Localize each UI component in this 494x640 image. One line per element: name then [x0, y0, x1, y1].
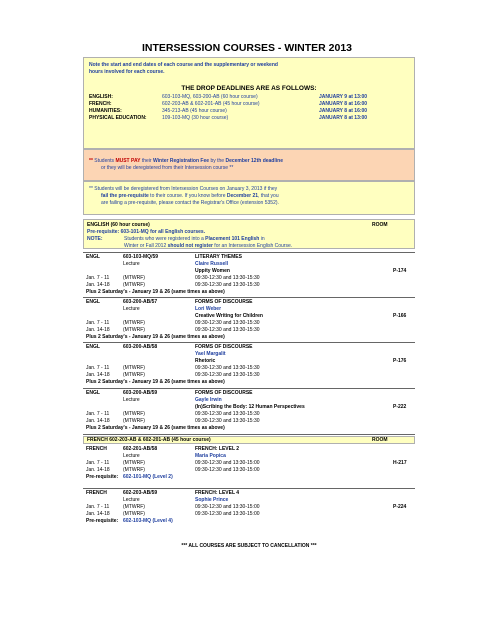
fee-note-line1: ** Students MUST PAY their Winter Registration Fee by the December 12th deadline	[89, 158, 283, 164]
prereq-note-line2: fail the pre-requisite to their course. If you know before December 21, that you	[101, 193, 279, 199]
divider	[83, 488, 415, 489]
days: (MTWRF)	[123, 282, 145, 288]
course-code: ENGL	[86, 344, 100, 350]
intro-note-line1: Note the start and end dates of each course and the supplementary or weekend	[89, 62, 278, 68]
date-range: Jan. 7 - 11	[86, 460, 110, 466]
days: (MTWRF)	[123, 467, 145, 473]
time-range: 09:30-12:30 and 13:30-15:30	[195, 282, 260, 288]
time-range: 09:30-12:30 and 13:30-15:00	[195, 460, 260, 466]
deadline-row-humanities	[84, 108, 414, 115]
prereq-label: Pre-requisite:	[86, 474, 119, 480]
days: (MTWRF)	[123, 327, 145, 333]
deadline-subject: FRENCH:	[89, 101, 112, 107]
time-range: 09:30-12:30 and 13:30-15:00	[195, 467, 260, 473]
time-range: 09:30-12:30 and 13:30-15:30	[195, 275, 260, 281]
english-note-line1: Students who were registered into a Placement 101 English in	[124, 236, 265, 242]
days: (MTWRF)	[123, 511, 145, 517]
time-range: 09:30-12:30 and 13:30-15:30	[195, 365, 260, 371]
course-name: FORMS OF DISCOURSE	[195, 344, 253, 350]
course-number: 603-200-AB/58	[123, 344, 158, 350]
deadline-date: JANUARY 8 at 16:00	[319, 108, 368, 114]
date-range: Jan. 7 - 11	[86, 411, 110, 417]
course-code: ENGL	[86, 254, 100, 260]
saturday-note: Plus 2 Saturday's - January 19 & 26 (same times as above)	[86, 425, 225, 431]
fee-note-line2: or they will be deregistered from their Intersession course **	[101, 165, 234, 171]
course-number: 603-200-AB/59	[123, 390, 158, 396]
cancellation-footer: *** ALL COURSES ARE SUBJECT TO CANCELLATION ***	[181, 543, 317, 549]
divider	[83, 252, 415, 253]
prereq-note-line3: are failing a pre-requisite, please contact the Registrar's Office (extension 5352).	[101, 200, 279, 206]
time-range: 09:30-12:30 and 13:30-15:00	[195, 504, 260, 510]
date-range: Jan. 14-18	[86, 511, 110, 517]
teacher-name: Sophie Prince	[195, 497, 229, 503]
room-number: P-224	[393, 504, 407, 510]
room-label: ROOM	[372, 222, 388, 228]
prereq-note-line1: ** Students will be deregistered from Intersession Courses on January 3, 2013 if they	[89, 186, 278, 192]
deadline-date: JANUARY 8 at 16:00	[319, 101, 368, 107]
divider	[83, 388, 415, 389]
days: (MTWRF)	[123, 504, 145, 510]
lecture-label: Lecture	[123, 306, 140, 312]
prereq-value: 602-101-MQ (Level 2)	[123, 474, 173, 480]
room-number: H-217	[393, 460, 407, 466]
teacher-name: Claire Russell	[195, 261, 229, 267]
deadlines-heading: THE DROP DEADLINES ARE AS FOLLOWS:	[181, 85, 317, 92]
date-range: Jan. 14-18	[86, 418, 110, 424]
course-name: FORMS OF DISCOURSE	[195, 299, 253, 305]
date-range: Jan. 14-18	[86, 467, 110, 473]
time-range: 09:30-12:30 and 13:30-15:30	[195, 418, 260, 424]
deadline-subject: PHYSICAL EDUCATION:	[89, 115, 147, 121]
date-range: Jan. 14-18	[86, 327, 110, 333]
french-header: FRENCH 602-203-AB & 602-201-AB (45 hour course)	[87, 437, 211, 443]
english-prereq: Pre-requisite: 603-101-MQ for all English courses.	[87, 229, 206, 235]
lecture-label: Lecture	[123, 397, 140, 403]
teacher-name: Maria Popica	[195, 453, 226, 459]
deadline-date: JANUARY 9 at 13:00	[319, 94, 368, 100]
french-course-block	[83, 446, 415, 488]
page-title: INTERSESSION COURSES - WINTER 2013	[141, 42, 353, 54]
deadline-row-french	[84, 101, 414, 108]
course-number: 602-203-AB/59	[123, 490, 158, 496]
saturday-note: Plus 2 Saturday's - January 19 & 26 (same times as above)	[86, 334, 225, 340]
deadline-courses: 602-203-AB & 602-201-AB (45 hour course)	[162, 101, 260, 107]
deadline-courses: 603-103-MQ, 603-200-AB (60 hour course)	[162, 94, 258, 100]
divider	[83, 297, 415, 298]
teacher-name: Lori Weber	[195, 306, 222, 312]
days: (MTWRF)	[123, 418, 145, 424]
course-number: 603-103-MQ/59	[123, 254, 159, 260]
days: (MTWRF)	[123, 411, 145, 417]
english-course-block	[83, 299, 415, 343]
english-header-panel	[83, 219, 415, 249]
deadline-courses: 345-213-AB (45 hour course)	[162, 108, 227, 114]
deadlines-panel	[83, 57, 415, 149]
prereq-note-panel	[83, 181, 415, 215]
saturday-note: Plus 2 Saturday's - January 19 & 26 (same times as above)	[86, 379, 225, 385]
time-range: 09:30-12:30 and 13:30-15:00	[195, 511, 260, 517]
date-range: Jan. 7 - 11	[86, 275, 110, 281]
deadline-courses: 109-103-MQ (30 hour course)	[162, 115, 229, 121]
english-header: ENGLISH (60 hour course)	[87, 222, 150, 228]
lecture-label: Lecture	[123, 261, 140, 267]
prereq-value: 602-103-MQ (Level 4)	[123, 518, 173, 524]
deadline-subject: ENGLISH:	[89, 94, 113, 100]
divider	[83, 434, 415, 435]
days: (MTWRF)	[123, 372, 145, 378]
days: (MTWRF)	[123, 275, 145, 281]
course-number: 603-200-AB/57	[123, 299, 158, 305]
time-range: 09:30-12:30 and 13:30-15:30	[195, 327, 260, 333]
time-range: 09:30-12:30 and 13:30-15:30	[195, 411, 260, 417]
course-name: LITERARY THEMES	[195, 254, 242, 260]
days: (MTWRF)	[123, 320, 145, 326]
deadline-subject: HUMANITIES:	[89, 108, 122, 114]
teacher-name: Gayle Irwin	[195, 397, 222, 403]
english-note-line2: Winter or Fall 2012 should not register for an Intersession English Course.	[124, 243, 293, 249]
date-range: Jan. 7 - 11	[86, 320, 110, 326]
french-course-block	[83, 490, 415, 532]
course-name: FRENCH: LEVEL 2	[195, 446, 240, 452]
deadline-row-phys-ed	[84, 115, 414, 122]
deadline-date: JANUARY 8 at 13:00	[319, 115, 368, 121]
english-note-label: NOTE:	[87, 236, 103, 242]
course-subtitle: (In)Scribing the Body: 12 Human Perspectives	[195, 404, 305, 410]
room-number: P-166	[393, 313, 407, 319]
fee-note-panel	[83, 149, 415, 181]
room-label: ROOM	[372, 437, 388, 443]
course-code: FRENCH	[86, 490, 107, 496]
days: (MTWRF)	[123, 460, 145, 466]
english-course-block	[83, 344, 415, 388]
date-range: Jan. 7 - 11	[86, 365, 110, 371]
prereq-label: Pre-requisite:	[86, 518, 119, 524]
intro-note-line2: hours involved for each course.	[89, 69, 165, 75]
divider	[83, 342, 415, 343]
room-number: P-176	[393, 358, 407, 364]
lecture-label: Lecture	[123, 453, 140, 459]
teacher-name: Yael Margalit	[195, 351, 226, 357]
course-name: FRENCH: LEVEL 4	[195, 490, 240, 496]
course-subtitle: Uppity Women	[195, 268, 230, 274]
course-name: FORMS OF DISCOURSE	[195, 390, 253, 396]
deadline-row-english	[84, 94, 414, 101]
french-header-panel	[83, 436, 415, 444]
course-subtitle: Rhetoric	[195, 358, 216, 364]
saturday-note: Plus 2 Saturday's - January 19 & 26 (same times as above)	[86, 289, 225, 295]
time-range: 09:30-12:30 and 13:30-15:30	[195, 320, 260, 326]
course-number: 602-201-AB/58	[123, 446, 158, 452]
room-number: P-174	[393, 268, 407, 274]
room-number: P-222	[393, 404, 407, 410]
english-course-block	[83, 390, 415, 434]
course-subtitle: Creative Writing for Children	[195, 313, 263, 319]
lecture-label: Lecture	[123, 497, 140, 503]
date-range: Jan. 14-18	[86, 282, 110, 288]
course-code: ENGL	[86, 390, 100, 396]
english-course-block	[83, 254, 415, 298]
course-code: ENGL	[86, 299, 100, 305]
days: (MTWRF)	[123, 365, 145, 371]
course-code: FRENCH	[86, 446, 107, 452]
date-range: Jan. 14-18	[86, 372, 110, 378]
date-range: Jan. 7 - 11	[86, 504, 110, 510]
time-range: 09:30-12:30 and 13:30-15:30	[195, 372, 260, 378]
